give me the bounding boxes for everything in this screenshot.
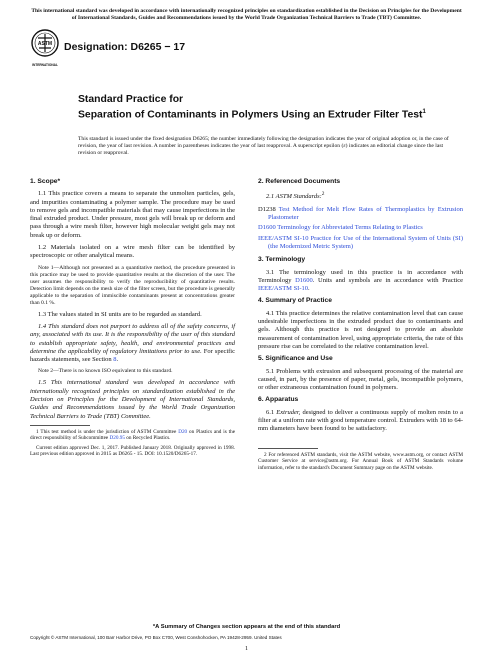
- astm-standards-text: 2.1 ASTM Standards:: [266, 193, 322, 201]
- term-text-a: 3.1 The terminology used in this practice is in accordance with Terminology: [258, 268, 463, 284]
- fn1-text-c: on Recycled Plastics.: [124, 435, 171, 442]
- footnote-2: 2 For referenced ASTM standards, visit the ASTM website, www.astm.org, or contact ASTM Customer Service at service@astm.org. For Annual Book of ASTM Standards volume information, refer to the standard's Document Summary page on the ASTM website.: [258, 451, 463, 471]
- paragraph-1-1: 1.1 This practice covers a means to separate the unmolten particles, gels, and impurities contaminating a polymer sample. The procedure may be used to remove gels and incompatible materials that may cause imperfections in the final extruded product. Under pressure, most gels will break up or deform and pass through a wire mesh filter, however high molecular weight gels may not break up or deform.: [30, 190, 235, 239]
- copyright-line: Copyright © ASTM International, 100 Barr Harbor Drive, PO Box C700, West Conshohocken, PA 19428-2959. United States: [30, 635, 282, 640]
- astm-logo-icon: [30, 28, 60, 72]
- reference-si10: [258, 235, 463, 252]
- d20-link[interactable]: D20: [178, 428, 188, 435]
- fn1-text-a: 1 This test method is under the jurisdiction of ASTM Committee: [36, 428, 179, 435]
- issuance-statement: This standard is issued under the fixed designation D6265; the number immediately following the designation indicates the year of original adoption or, in the case of revision, the year of last revision. A number in parentheses indicates the year of last reapproval. A superscript epsilon (ε) indicates an editorial change since the last revision or reapproval.: [78, 136, 449, 156]
- d20-95-link[interactable]: D20.95: [109, 435, 125, 442]
- paragraph-3-1: [258, 269, 463, 294]
- section-heading-terminology: 3. Terminology: [258, 256, 306, 264]
- paragraph-1-4: 1.4 This standard does not purport to address all of the safety concerns, if any, associated with its use. It is the responsibility of the user of this standard to establish appropriate safety, health, and environmental practices and determine the applicability of regulatory limitations prior to use. For specific hazards statements, see Section 8.: [30, 322, 235, 364]
- reference-d1238: [258, 206, 463, 223]
- footnote-2-ref[interactable]: 2: [321, 191, 325, 198]
- section-heading-references: 2. Referenced Documents: [258, 178, 341, 185]
- title-footnote-ref[interactable]: 1: [422, 109, 426, 115]
- svg-text:ASTM: ASTM: [37, 41, 53, 47]
- term-text-c: .: [308, 285, 310, 293]
- left-column: [30, 178, 235, 461]
- standard-label: Standard Practice for: [78, 94, 184, 105]
- footnote-1-edition: Current edition approved Dec. 1, 2017. Published January 2018. Originally approved in 1998. Last previous edition approved in 2015 as D6265 - 15. DOI: 10.1520/D6265-17.: [30, 444, 235, 458]
- si10-link[interactable]: IEEE/ASTM SI-10: [258, 285, 309, 293]
- ref-link-d1600[interactable]: Terminology for Abbreviated Terms Relating to Plastics: [277, 224, 423, 232]
- right-column: [258, 178, 463, 474]
- paragraph-5-1: 5.1 Problems with extrusion and subsequent processing of the material are caused, in part, by the presence of paper, metal, gels, incompatible polymers, or other extraneous contamination found in polymers.: [258, 367, 463, 392]
- summary-of-changes-note: *A Summary of Changes section appears at the end of this standard: [152, 624, 341, 630]
- svg-text:INTERNATIONAL: INTERNATIONAL: [32, 63, 58, 67]
- paragraph-1-5: 1.5 This international standard was developed in accordance with internationally recognized principles on standardization established in the Decision on Principles for the Development of International Standards, Guides and Recommendations issued by the World Trade Organization Technical Barriers to Trade (TBT) Committee.: [30, 379, 235, 420]
- paragraph-6-1: [258, 409, 463, 434]
- ref-code-link[interactable]: D1600: [258, 224, 276, 232]
- note-2: Note 2—There is no known ISO equivalent to this standard.: [38, 368, 173, 375]
- page-number: 1: [244, 645, 249, 652]
- paragraph-4-1: 4.1 This practice determines the relative contamination level that can cause undesirable imperfections in the extruded product due to contaminants and gels. Although this practice is not designed to provide an absolute measurement of contamination level, using appropriate criteria, the rate of this pressure rise can be correlated to the relative contamination level.: [258, 309, 463, 350]
- title-text: Separation of Contaminants in Polymers Using an Extruder Filter Test: [78, 109, 423, 121]
- ref-code-link[interactable]: IEEE/ASTM SI-10: [258, 234, 309, 242]
- section-8-link[interactable]: 8: [113, 356, 117, 364]
- reference-d1600: [258, 224, 463, 232]
- section-heading-summary: 4. Summary of Practice: [258, 297, 332, 305]
- term-text-b: . Units and symbols are in accordance with Practice: [312, 276, 463, 284]
- title-block: [78, 93, 458, 121]
- app-text: designed to deliver a continuous supply of molten resin to a filter at a uniform rate with good temperature control. Extruders with 18 to 64-mm diameters have been found to be satisfactory.: [258, 408, 463, 433]
- ref-code: D1238: [258, 205, 276, 213]
- footnote-divider: [30, 425, 90, 426]
- note-1: Note 1—Although not presented as a quantitative method, the procedure presented in this practice may be used to provide quantitative results at the discretion of the user. The user assumes the responsibility to verify the reproducibility of quantitative results. Detection limit depends on the mesh size of the filter screen, but the procedure is generally applicable to the separation of immiscible contaminants present at concentrations greater than 0.1 %.: [30, 264, 235, 306]
- app-num: 6.1: [266, 408, 277, 416]
- document-title: [78, 106, 458, 121]
- paragraph-1-2: 1.2 Materials isolated on a wire mesh filter can be identified by spectroscopic or other analytical means.: [30, 244, 235, 260]
- hazards-text: For specific hazards statements, see Section: [30, 347, 235, 364]
- section-heading-scope: 1. Scope*: [30, 178, 61, 185]
- d1600-link[interactable]: D1600: [295, 276, 313, 284]
- footnote-divider: [258, 448, 318, 449]
- tbt-notice: This international standard was developed in accordance with internationally recognized principles on standardization established in the Decision on Principles for the Development of International Standards, Guides and Recommendations issued by the World Trade Organization Technical Barriers to Trade (TBT) Committee.: [31, 8, 462, 21]
- section-heading-apparatus: 6. Apparatus: [258, 396, 299, 404]
- astm-standards-label: [258, 190, 463, 201]
- section-heading-significance: 5. Significance and Use: [258, 355, 333, 363]
- extruder-term: Extruder,: [276, 408, 301, 416]
- ref-link-si10[interactable]: Practice for Use of the International System of Units (SI) (the Modernized Metric System): [268, 234, 463, 250]
- footnote-1: [30, 429, 235, 442]
- fn1-text-b: on Plastics and is the direct responsibility of Subcommittee: [30, 428, 235, 442]
- safety-statement: 1.4 This standard does not purport to address all of the safety concerns, if any, associated with its use. It is the responsibility of the user of this standard to establish appropriate safety, health, and environmental practices and determine the applicability of regulatory limitations prior to use.: [30, 322, 235, 355]
- designation: Designation: D6265 − 17: [64, 41, 186, 53]
- paragraph-1-3: 1.3 The values stated in SI units are to be regarded as standard.: [38, 310, 202, 318]
- ref-link-d1238[interactable]: Test Method for Melt Flow Rates of Thermoplastics by Extrusion Plastometer: [268, 205, 463, 222]
